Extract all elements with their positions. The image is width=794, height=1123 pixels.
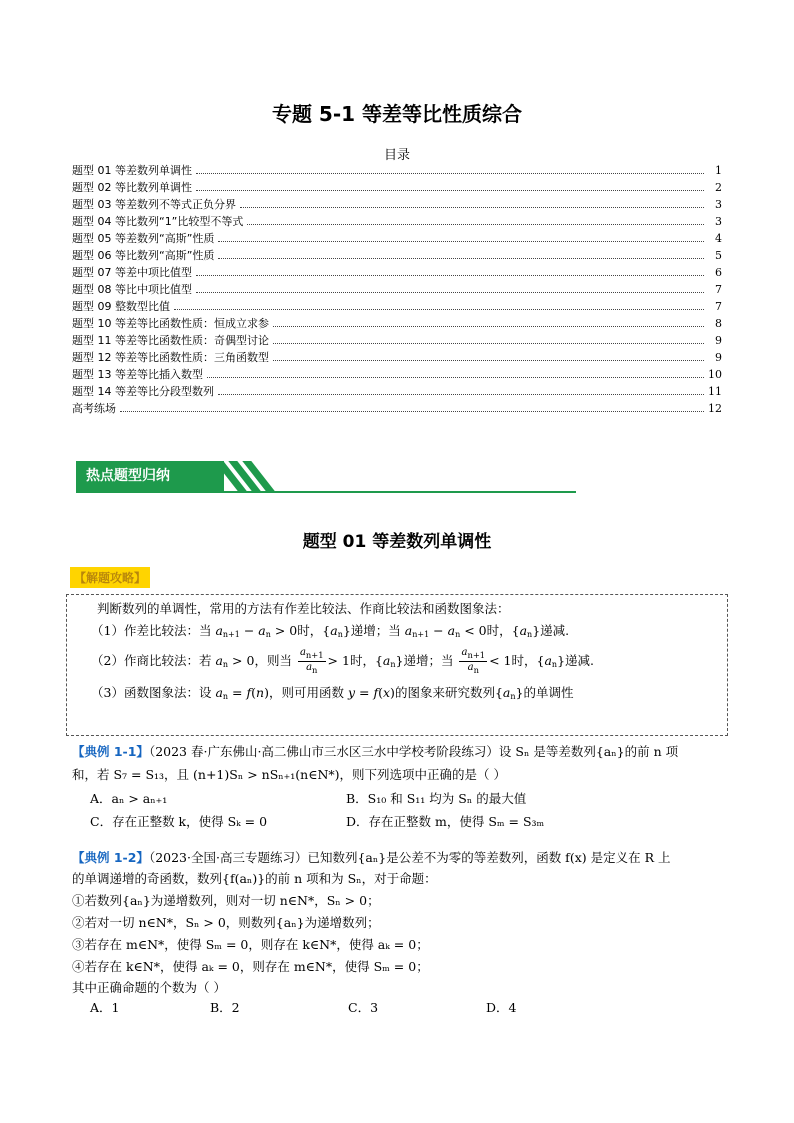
toc-entry[interactable]: [72, 366, 722, 383]
toc-entry-page: 6: [715, 266, 722, 279]
example-2-option-c: C．3: [348, 1000, 379, 1015]
toc-entry[interactable]: [72, 196, 722, 213]
toc-entry-page: 3: [715, 215, 722, 228]
strategy-intro: 判断数列的单调性，常用的方法有作差比较法、作商比较法和函数图象法：: [97, 601, 510, 616]
strategy-line-1: （1）作差比较法：当 $a_{n+1} - a_n > 0$时，$\{a_n\}$递增；当 $a_{n+1} - a_n < 0$时，$\{a_n\}$递减.: [91, 623, 570, 639]
example-2-question: 其中正确命题的个数为（ ）: [72, 980, 226, 995]
toc-entry[interactable]: [72, 264, 722, 281]
toc-entry[interactable]: [72, 400, 722, 417]
toc-leader-dots: [273, 343, 704, 344]
strategy-box: [66, 594, 728, 736]
toc-entry-label: 题型 14 等差等比分段型数列: [72, 385, 214, 398]
toc-entry-page: 4: [715, 232, 722, 245]
toc-entry-label: 题型 05 等差数列“高斯”性质: [72, 232, 215, 245]
toc-entry[interactable]: [72, 332, 722, 349]
toc-entry-page: 10: [708, 368, 722, 381]
toc-leader-dots: [196, 275, 704, 276]
toc-entry-label: 题型 09 整数型比值: [72, 300, 170, 313]
toc-entry[interactable]: [72, 315, 722, 332]
toc-entry-page: 9: [715, 334, 722, 347]
toc-entry[interactable]: [72, 230, 722, 247]
toc-heading: 目录: [383, 148, 410, 163]
strategy-line-2: （2）作商比较法：若 $a_n > 0$，则当 $\frac{a_{n+1}}{a_n}$ > 1时，$\{a_n\}$递增；当 $\frac{a_{n+1}}{a_n}$ < 1时，$\{a_n\}$递减.: [91, 647, 595, 675]
toc-entry[interactable]: [72, 179, 722, 196]
toc-leader-dots: [174, 309, 704, 310]
toc-entry[interactable]: [72, 383, 722, 400]
example-1-option-d: D．存在正整数 m，使得 Sₘ = S₃ₘ: [346, 814, 545, 829]
banner-underline: [76, 491, 576, 493]
example-2-tag: 【典例 1-2】: [72, 850, 149, 865]
toc-entry[interactable]: [72, 213, 722, 230]
toc-leader-dots: [247, 224, 704, 225]
toc-leader-dots: [273, 326, 704, 327]
section-banner: [76, 461, 576, 495]
toc-entry-label: 题型 12 等差等比函数性质：三角函数型: [72, 351, 269, 364]
example-1-option-b: B．S₁₀ 和 S₁₁ 均为 Sₙ 的最大值: [346, 791, 527, 806]
strategy-tag: 【解题攻略】: [70, 567, 150, 588]
strategy-line-3: （3）函数图象法：设 $a_n = f(n)$，则可用函数 y = f(x)的图象来研究数列$\{a_n\}$的单调性: [91, 685, 574, 701]
toc-entry[interactable]: [72, 247, 722, 264]
toc-entry-label: 题型 04 等比数列“1”比较型不等式: [72, 215, 244, 228]
example-2-option-a: A．1: [90, 1000, 120, 1015]
toc-entry-label: 题型 03 等差数列不等式正负分界: [72, 198, 236, 211]
toc-entry-label: 题型 11 等差等比函数性质：奇偶型讨论: [72, 334, 269, 347]
toc-leader-dots: [218, 394, 704, 395]
toc-entry-label: 题型 02 等比数列单调性: [72, 181, 192, 194]
toc-entry-label: 题型 07 等差中项比值型: [72, 266, 192, 279]
table-of-contents: [72, 162, 722, 417]
example-1-tag: 【典例 1-1】: [72, 744, 149, 759]
example-2-option-b: B．2: [210, 1000, 240, 1015]
toc-leader-dots: [196, 190, 704, 191]
toc-entry-label: 题型 06 等比数列“高斯”性质: [72, 249, 215, 262]
example-2-proposition-4: ④若存在 k∈N*，使得 aₖ = 0，则存在 m∈N*，使得 Sₘ = 0；: [72, 959, 429, 974]
toc-entry-page: 9: [715, 351, 722, 364]
toc-leader-dots: [120, 411, 704, 412]
toc-entry-page: 12: [708, 402, 722, 415]
toc-entry[interactable]: [72, 281, 722, 298]
example-1-option-c: C．存在正整数 k，使得 Sₖ = 0: [90, 814, 268, 829]
toc-entry-page: 3: [715, 198, 722, 211]
toc-entry-page: 7: [715, 283, 722, 296]
toc-leader-dots: [196, 173, 704, 174]
toc-entry-page: 8: [715, 317, 722, 330]
toc-leader-dots: [196, 292, 704, 293]
toc-entry-page: 2: [715, 181, 722, 194]
toc-entry-label: 题型 10 等差等比函数性质：恒成立求参: [72, 317, 269, 330]
toc-leader-dots: [218, 258, 704, 259]
toc-entry-page: 7: [715, 300, 722, 313]
toc-entry[interactable]: [72, 162, 722, 179]
example-2-line-2: 的单调递增的奇函数，数列{f(aₙ)}的前 n 项和为 Sₙ，对于命题：: [72, 871, 437, 886]
toc-leader-dots: [240, 207, 704, 208]
example-2-proposition-2: ②若对一切 n∈N*，Sₙ > 0，则数列{aₙ}为递增数列；: [72, 915, 380, 930]
example-1-option-a: A．aₙ > aₙ₊₁: [90, 791, 168, 806]
example-1-line-2: 和，若 S₇ = S₁₃，且 (n+1)Sₙ > nSₙ₊₁(n∈N*)，则下列选项中正确的是（ ）: [72, 767, 506, 782]
toc-entry-label: 题型 01 等差数列单调性: [72, 164, 192, 177]
toc-entry[interactable]: [72, 349, 722, 366]
example-2-option-d: D．4: [486, 1000, 517, 1015]
toc-entry-label: 题型 13 等差等比插入数型: [72, 368, 203, 381]
page-title: 专题 5-1 等差等比性质综合: [271, 102, 523, 126]
toc-leader-dots: [218, 241, 704, 242]
toc-entry[interactable]: [72, 298, 722, 315]
toc-entry-page: 11: [708, 385, 722, 398]
toc-entry-label: 题型 08 等比中项比值型: [72, 283, 192, 296]
toc-entry-label: 高考练场: [72, 402, 116, 415]
example-2-proposition-3: ③若存在 m∈N*，使得 Sₘ = 0，则存在 k∈N*，使得 aₖ = 0；: [72, 937, 429, 952]
toc-entry-page: 5: [715, 249, 722, 262]
banner-label: 热点题型归纳: [76, 461, 224, 491]
toc-entry-page: 1: [715, 164, 722, 177]
example-2-line-1: 【典例 1-2】（2023·全国·高三专题练习）已知数列{aₙ}是公差不为零的等差数列，函数 f(x) 是定义在 R 上: [72, 850, 671, 865]
toc-leader-dots: [207, 377, 704, 378]
toc-leader-dots: [273, 360, 704, 361]
example-2-proposition-1: ①若数列{aₙ}为递增数列，则对一切 n∈N*，Sₙ > 0；: [72, 893, 380, 908]
section-title: 题型 01 等差数列单调性: [302, 532, 492, 552]
example-1-line-1: 【典例 1-1】（2023 春·广东佛山·高二佛山市三水区三水中学校考阶段练习）设 Sₙ 是等差数列{aₙ}的前 n 项: [72, 744, 679, 759]
